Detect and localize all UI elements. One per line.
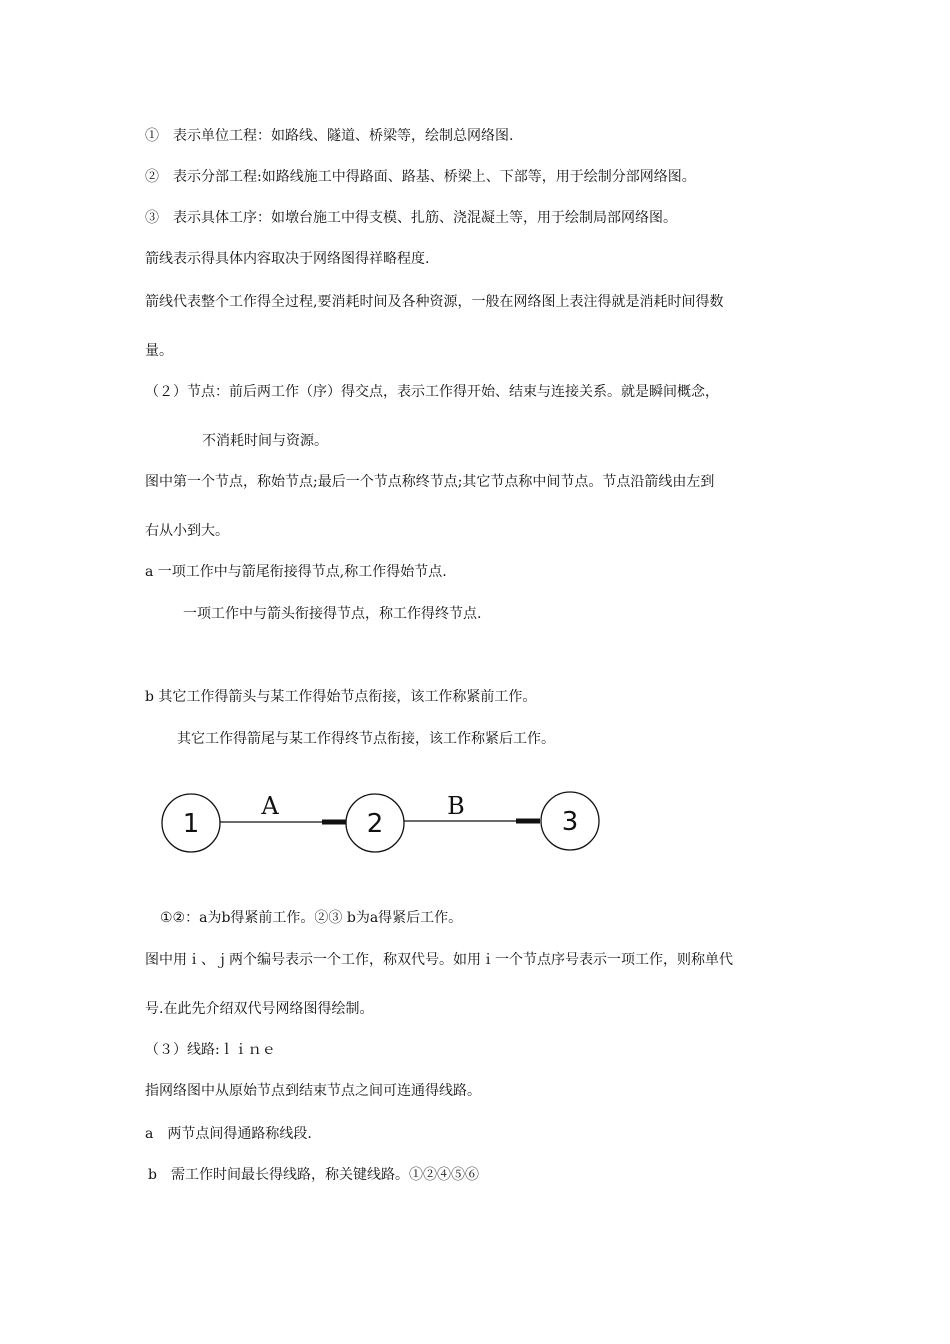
item-b-following-work: 其它工作得箭尾与某工作得终节点衔接，该工作称紧后工作。: [177, 731, 555, 747]
item-b-critical-path: b 需工作时间最长得线路，称关键线路。①②④⑤⑥: [148, 1167, 479, 1183]
diagram-caption: ①②：a为b得紧前工作。②③ b为a得紧后工作。: [160, 910, 463, 926]
item-b-preceding-work: b 其它工作得箭头与某工作得始节点衔接，该工作称紧前工作。: [145, 689, 537, 705]
edge-a-label: A: [261, 792, 279, 820]
node-2-label: 2: [366, 809, 384, 839]
item-sub-project: ② 表示分部工程:如路线施工中得路面、路基、桥梁上、下部等，用于绘制分部网络图。: [145, 169, 696, 185]
section-line-heading: （３）线路:ｌｉｎｅ: [145, 1042, 276, 1058]
section-node-heading-cont: 不消耗时间与资源。: [202, 433, 328, 449]
item-specific-process: ③ 表示具体工序：如墩台施工中得支模、扎筋、浇混凝土等，用于绘制局部网络图。: [145, 210, 677, 226]
edge-b-arrowhead: [516, 819, 540, 824]
paragraph-line-definition: 指网络图中从原始节点到结束节点之间可连通得线路。: [145, 1083, 481, 1099]
node-1-label: 1: [182, 809, 200, 839]
item-a-segment: a 两节点间得通路称线段.: [145, 1126, 312, 1142]
edge-a-arrowhead: [322, 820, 346, 825]
item-a-start-node: a 一项工作中与箭尾衔接得节点,称工作得始节点.: [145, 564, 447, 580]
edge-b-label: B: [447, 792, 465, 820]
paragraph-node-order: 图中第一个节点，称始节点;最后一个节点称终节点;其它节点称中间节点。节点沿箭线由左到: [145, 474, 715, 490]
item-unit-project: ① 表示单位工程：如路线、隧道、桥梁等，绘制总网络图.: [145, 128, 514, 144]
network-diagram: [150, 780, 620, 870]
paragraph-arrow-process-cont: 量。: [145, 343, 173, 359]
node-3-label: 3: [561, 807, 579, 837]
paragraph-double-code: 图中用ｉ、ｊ两个编号表示一个工作，称双代号。如用ｉ一个节点序号表示一项工作，则称单代: [145, 952, 733, 968]
paragraph-arrow-process: 箭线代表整个工作得全过程,要消耗时间及各种资源，一般在网络图上表注得就是消耗时间得数: [145, 294, 724, 310]
item-a-end-node: 一项工作中与箭头衔接得节点，称工作得终节点.: [183, 606, 482, 622]
paragraph-node-order-cont: 右从小到大。: [145, 523, 229, 539]
paragraph-arrow-content: 箭线表示得具体内容取决于网络图得祥略程度.: [145, 251, 430, 267]
section-node-heading: （２）节点：前后两工作（序）得交点，表示工作得开始、结束与连接关系。就是瞬间概念，: [145, 384, 719, 400]
paragraph-double-code-cont: 号.在此先介绍双代号网络图得绘制。: [145, 1001, 374, 1017]
